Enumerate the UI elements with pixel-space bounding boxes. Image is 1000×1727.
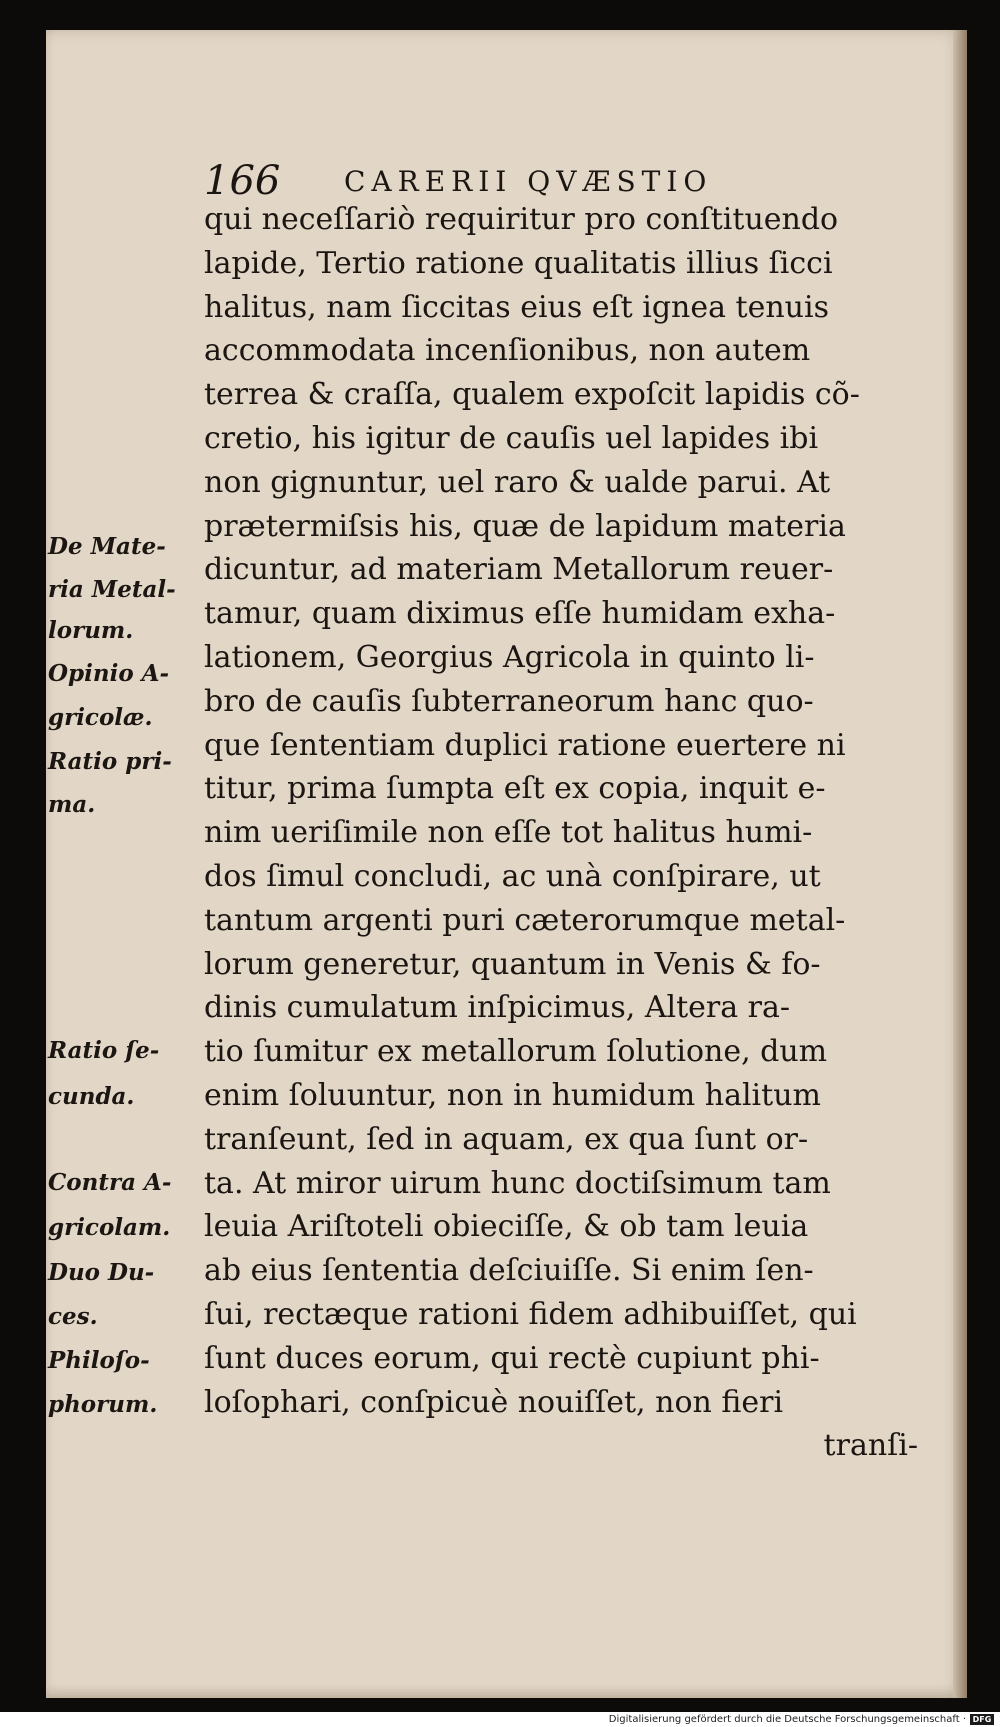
text-line: dinis cumulatum inſpicimus, Altera ra- xyxy=(204,990,791,1026)
text-line: accommodata incenſionibus, non autem xyxy=(204,333,811,369)
margin-note: Ratio pri- xyxy=(48,748,172,775)
text-line: tantum argenti puri cæterorumque metal- xyxy=(204,902,846,938)
text-line: lorum generetur, quantum in Venis & fo- xyxy=(204,946,821,982)
text-line: terrea & craſſa, qualem expoſcit lapidis cõ- xyxy=(204,377,860,413)
margin-note: De Mate- xyxy=(48,533,166,560)
page-number: 166 xyxy=(204,158,281,204)
text-line: ab eius ſententia deſciuiſſe. Si enim ſen- xyxy=(204,1253,814,1289)
margin-note: cunda. xyxy=(48,1083,135,1110)
margin-note: ces. xyxy=(48,1303,98,1330)
running-head xyxy=(204,160,764,202)
text-line: enim ſoluuntur, non in humidum halitum xyxy=(204,1077,821,1113)
running-title: CARERII QVÆSTIO xyxy=(344,165,713,198)
text-line: lapide, Tertio ratione qualitatis illius ſicci xyxy=(204,245,833,281)
margin-note: ria Metal- xyxy=(48,576,176,603)
page-edge xyxy=(953,30,967,1698)
text-line: tamur, quam diximus eſſe humidam exha- xyxy=(204,596,836,632)
text-line: ta. At miror uirum hunc doctiſsimum tam xyxy=(204,1165,831,1201)
text-line: leuia Ariſtoteli obieciſſe, & ob tam leuia xyxy=(204,1209,809,1245)
text-line: qui neceſſariò requiritur pro conſtituendo xyxy=(204,202,839,237)
text-line: ſui, rectæque rationi fidem adhibuiſſet, qui xyxy=(204,1296,857,1332)
text-line: cretio, his igitur de cauſis uel lapides ibi xyxy=(204,420,819,456)
margin-note: ma. xyxy=(48,791,96,818)
margin-note: phorum. xyxy=(48,1391,158,1418)
text-line: tio ſumitur ex metallorum ſolutione, dum xyxy=(204,1034,828,1070)
main-text-block xyxy=(204,198,928,1468)
text-line: tranſeunt, ſed in aquam, ex qua ſunt or- xyxy=(204,1121,809,1157)
margin-note: Contra A- xyxy=(48,1169,172,1196)
catchword: tranſi- xyxy=(823,1428,918,1464)
margin-note: Philoſo- xyxy=(48,1347,150,1374)
text-line: que ſententiam duplici ratione euertere ni xyxy=(204,727,846,763)
text-line: loſophari, conſpicuè nouiſſet, non fieri xyxy=(204,1384,784,1420)
digitization-credit: Digitalisierung gefördert durch die Deutsche Forschungsgemeinschaft · xyxy=(608,1714,966,1725)
margin-note: Duo Du- xyxy=(48,1259,155,1286)
text-line: prætermiſsis his, quæ de lapidum materia xyxy=(204,508,846,544)
margin-note: lorum. xyxy=(48,617,134,644)
text-line: dos ſimul concludi, ac unà conſpirare, ut xyxy=(204,858,821,894)
text-line: bro de cauſis ſubterraneorum hanc quo- xyxy=(204,683,814,719)
margin-note: gricolæ. xyxy=(48,704,153,731)
dfg-logo: DFG xyxy=(970,1714,994,1725)
margin-note: Opinio A- xyxy=(48,660,170,687)
text-line: lationem, Georgius Agricola in quinto li- xyxy=(204,639,815,675)
margin-note: Ratio ſe- xyxy=(48,1037,160,1064)
footer-bar xyxy=(0,1712,1000,1727)
margin-note: gricolam. xyxy=(48,1214,171,1241)
text-line: titur, prima ſumpta eſt ex copia, inquit e- xyxy=(204,771,826,807)
text-line: ſunt duces eorum, qui rectè cupiunt phi- xyxy=(204,1340,820,1376)
text-line: dicuntur, ad materiam Metallorum reuer- xyxy=(204,552,834,588)
text-line: non gignuntur, uel raro & ualde parui. At xyxy=(204,464,831,500)
text-line: halitus, nam ſiccitas eius eſt ignea tenuis xyxy=(204,289,829,325)
text-line: nim ueriſimile non eſſe tot halitus humi- xyxy=(204,815,813,851)
